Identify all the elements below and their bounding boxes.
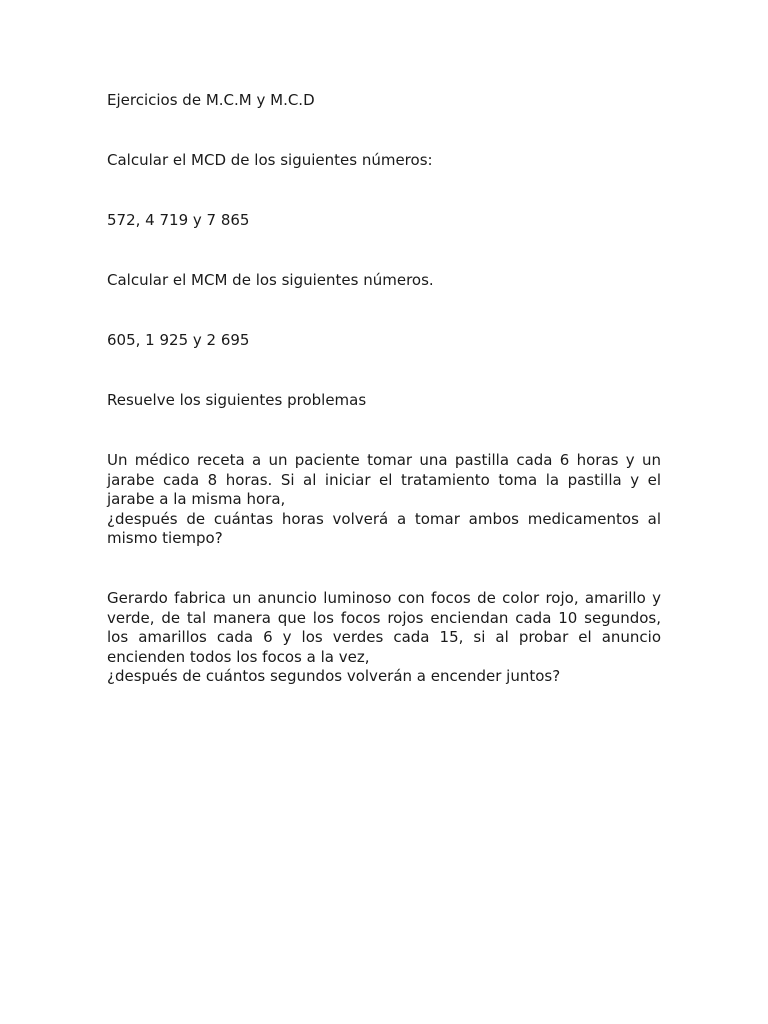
problem-1-line: jarabe cada 8 horas. Si al iniciar el tratamiento toma la pastilla y el — [107, 470, 661, 489]
problem-2-line: ¿después de cuántos segundos volverán a encender juntos? — [107, 667, 561, 685]
mcd-instruction: Calcular el MCD de los siguientes números: — [107, 151, 433, 169]
problem-1-paragraph — [107, 451, 661, 549]
problem-2-line: encienden todos los focos a la vez, — [107, 647, 370, 666]
problem-1-line: Un médico receta a un paciente tomar una pastilla cada 6 horas y un — [107, 451, 661, 469]
problem-1-line: mismo tiempo? — [107, 529, 223, 547]
mcd-numbers: 572, 4 719 y 7 865 — [107, 211, 250, 229]
problem-1-line: jarabe a la misma hora, — [107, 490, 286, 508]
mcm-numbers: 605, 1 925 y 2 695 — [107, 331, 250, 349]
problem-2-line: verde, de tal manera que los focos rojos enciendan cada 10 segundos, — [107, 608, 661, 627]
problem-2-paragraph — [107, 589, 661, 687]
problems-heading: Resuelve los siguientes problemas — [107, 391, 367, 409]
document-page — [107, 91, 661, 687]
problem-1-line: ¿después de cuántas horas volverá a tomar ambos medicamentos al — [107, 509, 661, 528]
problem-2-line: los amarillos cada 6 y los verdes cada 15, si al probar el anuncio — [107, 628, 661, 646]
mcm-instruction: Calcular el MCM de los siguientes números. — [107, 271, 434, 289]
problem-2-line: Gerardo fabrica un anuncio luminoso con focos de color rojo, amarillo y — [107, 589, 661, 607]
document-title: Ejercicios de M.C.M y M.C.D — [107, 91, 315, 109]
